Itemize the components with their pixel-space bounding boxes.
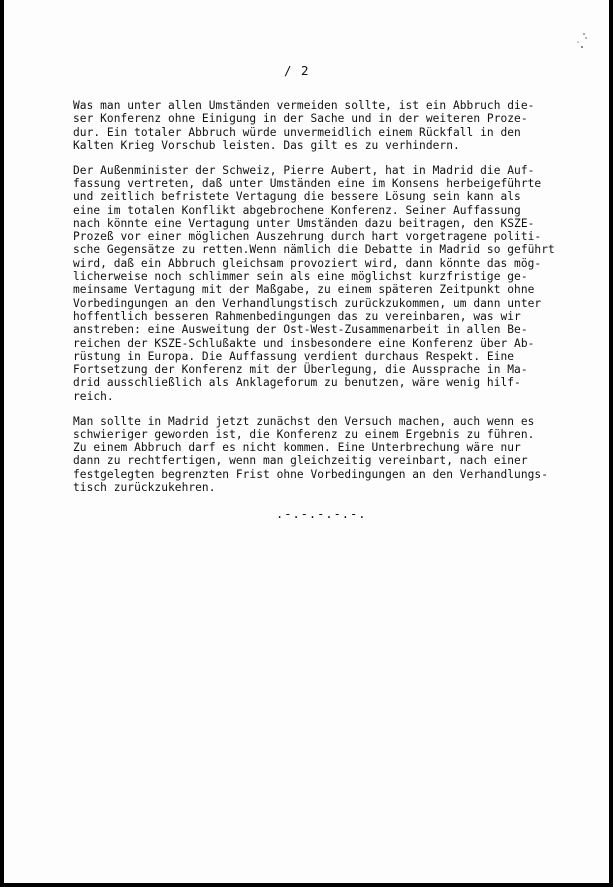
scan-border-bottom (0, 883, 613, 887)
closing-mark: .-.-.-.-.-. (276, 507, 367, 521)
document-body (73, 99, 593, 506)
text-line: licherweise noch schlimmer sein als eine möglichst kurzfristige ge- (73, 270, 528, 284)
scan-border-right (609, 0, 613, 887)
paragraph (73, 164, 593, 403)
text-line: Man sollte in Madrid jetzt zunächst den Versuch machen, auch wenn es (73, 414, 535, 428)
text-line: Kalten Krieg Vorschub leisten. Das gilt es zu verhindern. (73, 138, 460, 152)
text-line: nach könnte eine Vertagung unter Umständen dazu beitragen, den KSZE- (73, 216, 535, 230)
paragraph (73, 99, 593, 152)
text-line: reichen der KSZE-Schlußakte und insbesondere eine Konferenz über Ab- (73, 336, 535, 350)
text-line: festgelegten begrenzten Frist ohne Vorbedingungen an den Verhandlungs- (73, 467, 548, 481)
scan-specks (560, 30, 590, 60)
text-line: Der Außenminister der Schweiz, Pierre Aubert, hat in Madrid die Auf- (73, 163, 535, 177)
text-line: Zu einem Abbruch darf es nicht kommen. Eine Unterbrechung wäre nur (73, 441, 521, 455)
text-line: und zeitlich befristete Vertagung die bessere Lösung sein kann als (73, 190, 521, 204)
text-line: reich. (73, 389, 114, 403)
scan-border-left (0, 0, 4, 887)
text-line: Was man unter allen Umständen vermeiden sollte, ist ein Abbruch die- (73, 99, 535, 112)
text-line: drid ausschließlich als Anklageforum zu benutzen, wäre wenig hilf- (73, 376, 521, 390)
text-line: meinsame Vertagung mit der Maßgabe, zu einem späteren Zeitpunkt ohne (73, 283, 535, 297)
text-line: wird, daß ein Abbruch gleichsam provoziert wird, dann könnte das mög- (73, 256, 542, 270)
text-line: eine im totalen Konflikt abgebrochene Konferenz. Seiner Auffassung (73, 203, 521, 217)
text-line: Vorbedingungen an den Verhandlungstisch zurückzukommen, um dann unter (73, 296, 542, 310)
text-line: fassung vertreten, daß unter Umständen eine im Konsens herbeigeführte (73, 176, 542, 190)
text-line: anstreben: eine Ausweitung der Ost-West-Zusammenarbeit in allen Be- (73, 323, 528, 337)
text-line: Fortsetzung der Konferenz mit der Überlegung, die Aussprache in Ma- (73, 363, 528, 377)
page-number: / 2 (284, 63, 310, 78)
text-line: sche Gegensätze zu retten.Wenn nämlich die Debatte in Madrid so geführt (73, 243, 555, 257)
text-line: ser Konferenz ohne Einigung in der Sache und in der weiteren Proze- (73, 112, 528, 126)
text-line: Prozeß vor einer möglichen Auszehrung durch hart vorgetragene politi- (73, 230, 542, 244)
text-line: dur. Ein totaler Abbruch würde unvermeidlich einem Rückfall in den (73, 125, 521, 139)
text-line: hoffentlich besseren Rahmenbedingungen das zu vereinbaren, was wir (73, 309, 521, 323)
paragraph (73, 415, 593, 495)
text-line: rüstung in Europa. Die Auffassung verdient durchaus Respekt. Eine (73, 349, 515, 363)
text-line: tisch zurückzukehren. (73, 481, 216, 495)
text-line: schwieriger geworden ist, die Konferenz zu einem Ergebnis zu führen. (73, 427, 535, 441)
text-line: dann zu rechtfertigen, wenn man gleichzeitig vereinbart, nach einer (73, 454, 528, 468)
